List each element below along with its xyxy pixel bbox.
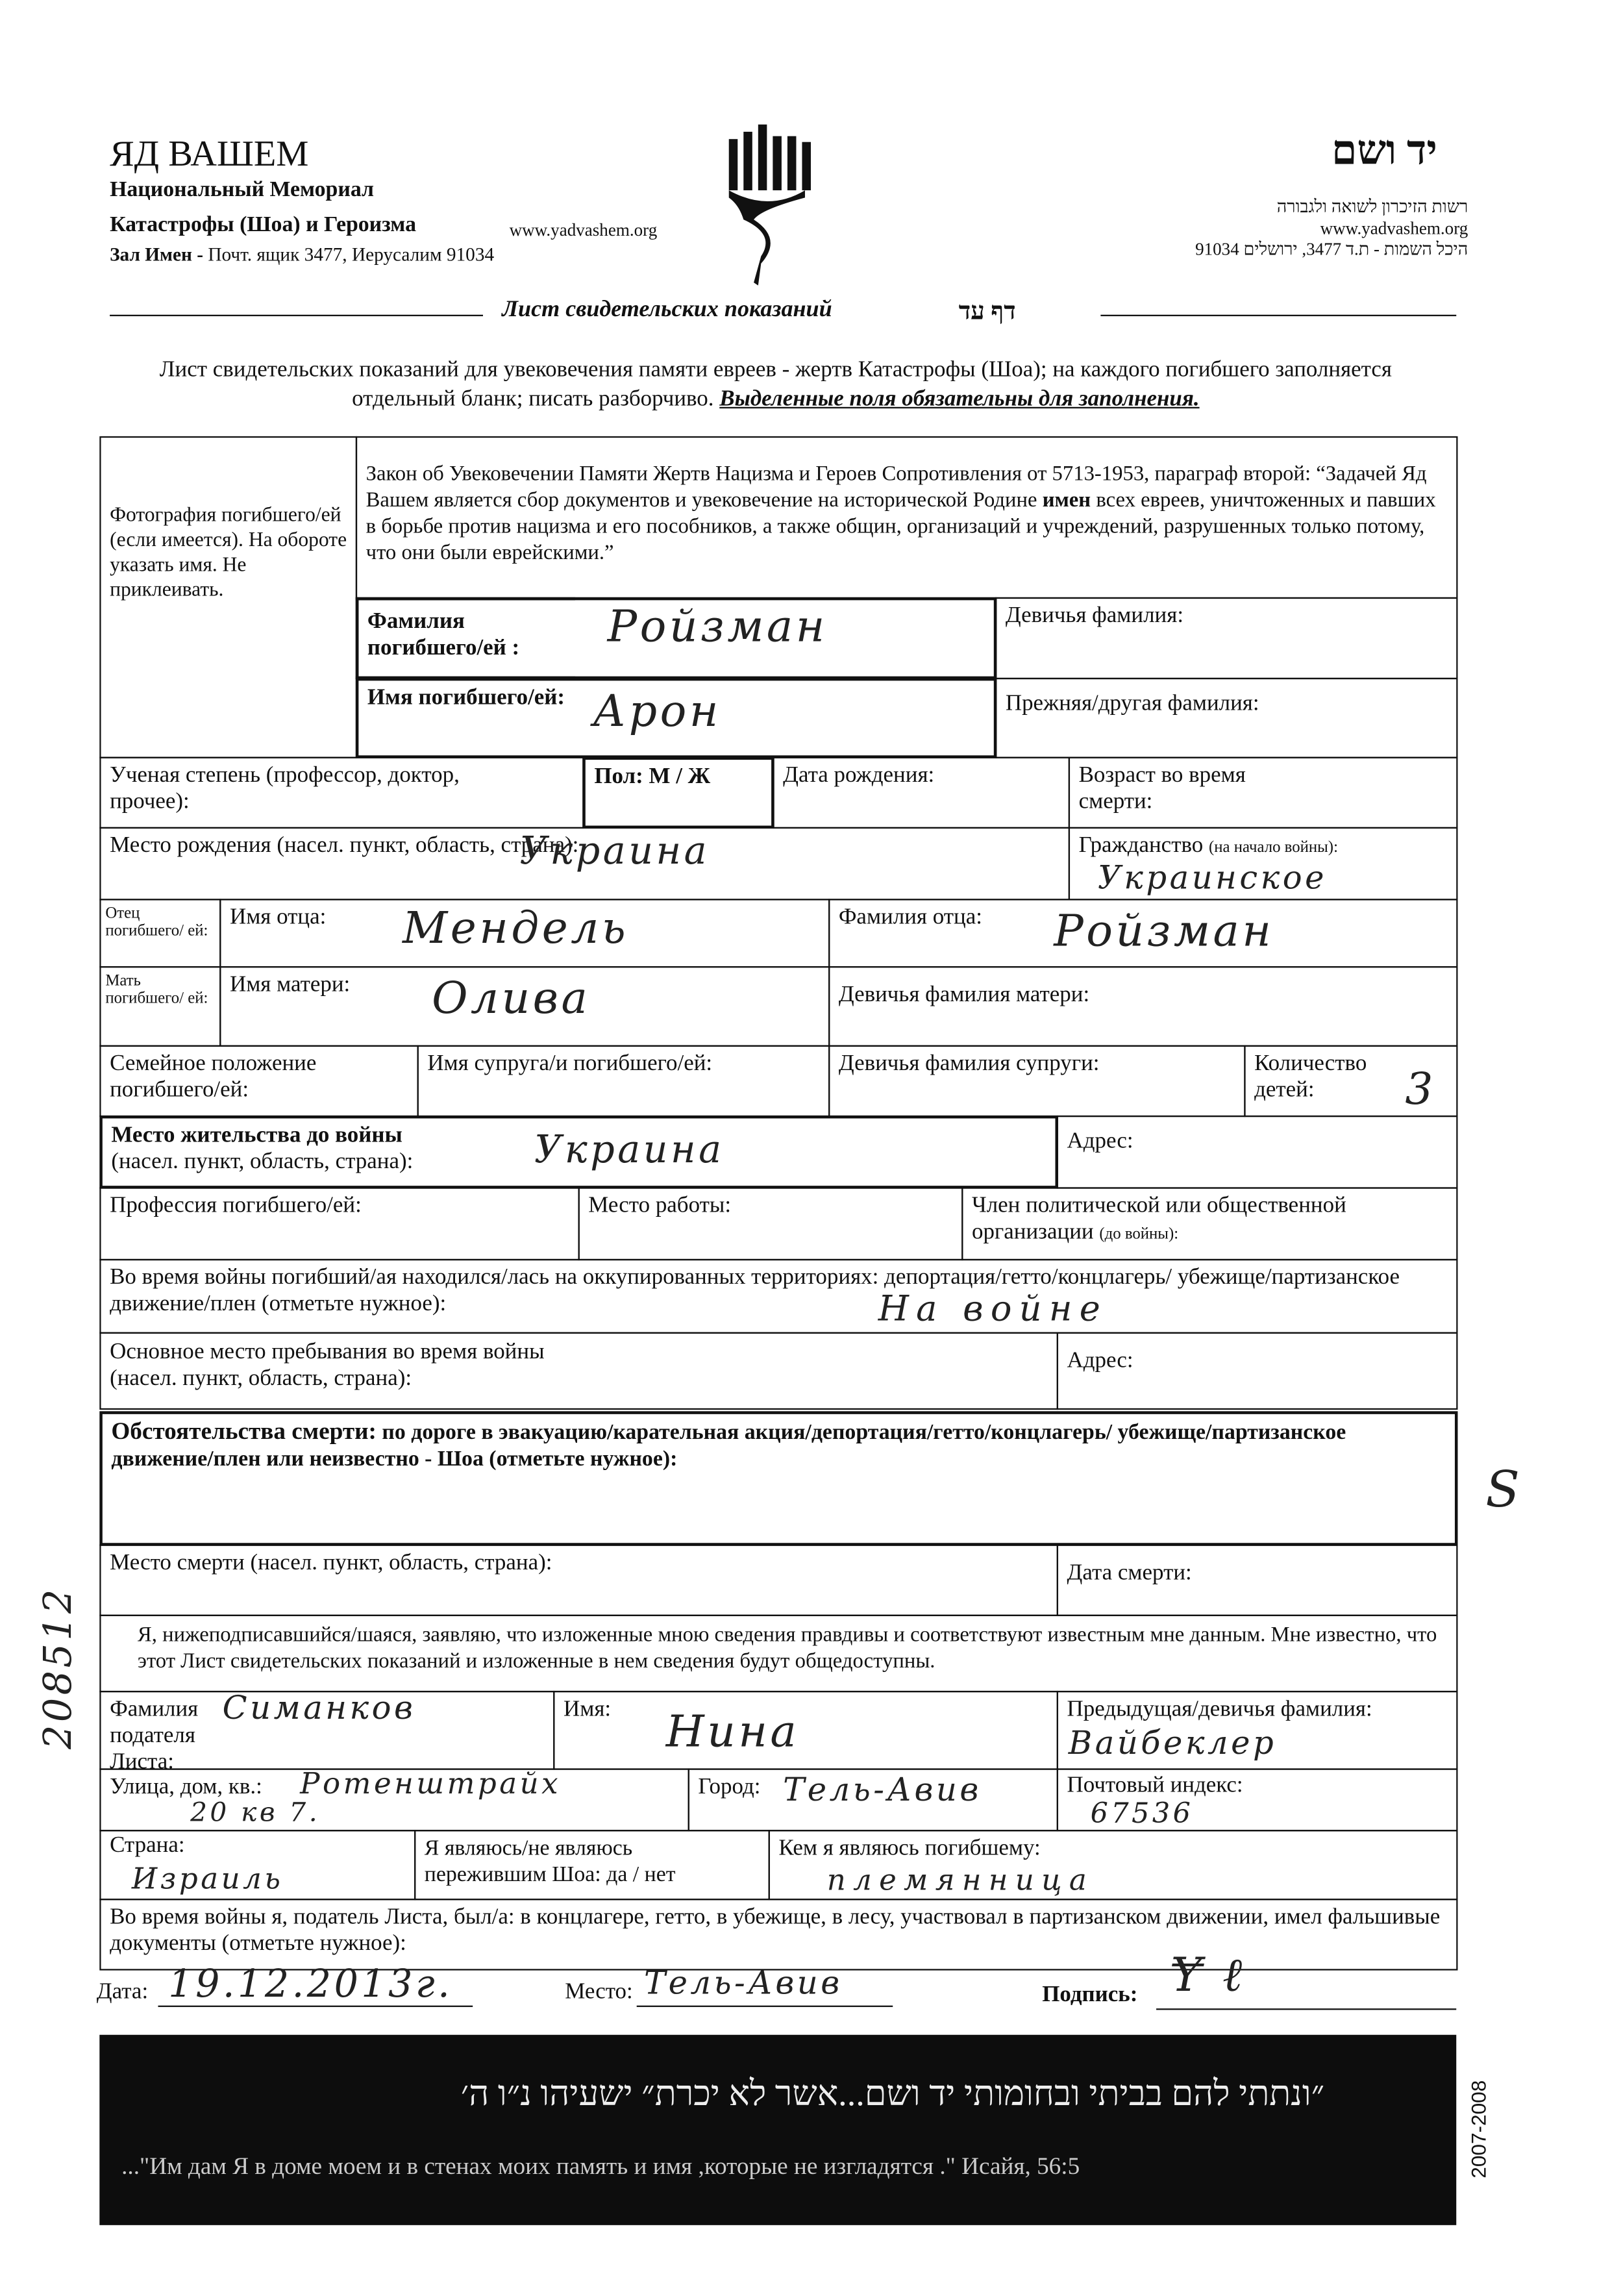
war-place-field[interactable]: Основное место пребывания во время войны (насел. пункт, область, страна): [99,1332,1058,1410]
birth-place-field[interactable]: Место рождения (насел. пункт, область, страна): [99,827,1070,901]
profession-field[interactable]: Профессия погибшего/ей: [99,1187,579,1260]
birth-date-field[interactable]: Дата рождения: [773,757,1070,829]
quote-ru: ..."Им дам Я в доме моем и в стенах моих память и имя ,которые не изгладятся ." Исайя, 56:5 [121,2152,1080,2180]
residence-field[interactable]: Место жительства до войны (насел. пункт, область, страна): [99,1116,1058,1189]
street-value: Ротенштрайх [300,1765,562,1801]
org-line3 [110,243,494,266]
country-value: Израиль [131,1860,284,1896]
death-date-field[interactable]: Дата смерти: [1057,1544,1458,1616]
residence-value: Украина [534,1129,724,1173]
children-value: 3 [1405,1064,1436,1116]
quote-banner [99,2035,1456,2225]
workplace-field[interactable]: Место работы: [578,1187,963,1260]
org-name-ru: ЯД ВАШЕМ [110,134,309,175]
declaration: Я, нижеподписавшийся/шаяся, заявляю, что изложенные мною сведения правдивы и соответствуют известным мне данным. Мне известно, что этот Лист свидетельских показаний и изложенные в нем сведения будут общедоступны. [99,1615,1457,1692]
mother-name-field[interactable]: Имя матери: [219,966,830,1047]
signature-label: Подпись: [1042,1982,1138,2007]
submitter-name-value: Нина [665,1706,800,1758]
country-field[interactable]: Страна: [99,1830,415,1900]
margin-mark: S [1485,1460,1523,1520]
maiden-name-field[interactable]: Девичья фамилия: [995,597,1457,679]
member-field[interactable]: Член политической или общественной организации (до войны): [961,1187,1457,1260]
address: Почт. ящик 3477, Иерусалим 91034 [208,243,495,266]
date-value[interactable]: 19.12.2013г. [168,1963,453,2007]
signature-mark[interactable]: Ɏ ℓ [1170,1947,1245,2003]
org-he-line3: היכל השמות - ת.ד 3477, ירושלים 91034 [1195,238,1468,260]
surname-label: Фамилия погибшего/ей : [356,597,575,679]
address-field[interactable]: Адрес: [1057,1116,1458,1189]
url-ru: www.yadvashem.org [509,219,658,240]
citizenship-field[interactable]: Гражданство (на начало войны): [1069,827,1458,901]
submitter-prev-field[interactable]: Предыдущая/девичья фамилия: [1057,1691,1458,1770]
father-surname-field[interactable]: Фамилия отца: [828,899,1457,967]
submitter-war-field[interactable]: Во время войны я, податель Листа, был/а: в концлагере, гетто, в убежище, в лесу, участвовал в партизанском движении, имел фальшивые документы (отметьте нужное): [99,1899,1457,1970]
surname-value: Ройзман [607,601,828,653]
street-field[interactable]: Улица, дом, кв.: [99,1768,689,1831]
war-status-field[interactable]: Во время войны погибший/ая находился/лась на оккупированных территориях: депортация/гетто/концлагерь/ убежище/партизанское движение/плен (отметьте нужное): [99,1259,1457,1334]
relation-value: племянница [826,1862,1094,1897]
place-label: Место: [565,1979,633,2004]
submitter-surname-field[interactable]: Фамилия подателя Листа: [99,1691,554,1770]
org-he-line1: רשות הזיכרון לשואה ולגבורה [1276,196,1468,217]
submitter-surname-value: Симанков [222,1690,416,1728]
death-place-field[interactable]: Место смерти (насел. пункт, область, страна): [99,1544,1058,1616]
father-name-field[interactable]: Имя отца: [219,899,830,967]
place-value[interactable]: Тель-Авив [643,1965,843,2003]
required-note: Выделенные поля обязательны для заполнения. [719,386,1200,412]
form-title: Лист свидетельских показаний [502,297,832,322]
first-name-value: Арон [593,686,721,738]
relation-field[interactable]: Кем я являюсь погибшему: [769,1830,1458,1900]
edition-label: 2007-2008 [1467,2080,1491,2178]
org-line2: Катастрофы (Шоа) и Героизма [110,214,416,238]
father-name-value: Мендель [402,903,629,955]
zip-field[interactable]: Почтовый индекс: [1057,1768,1458,1831]
mother-name-value: Олива [432,973,591,1025]
children-field[interactable]: Количество детей: [1244,1045,1457,1117]
first-name-label: Имя погибшего/ей: [367,685,565,710]
citizenship-value: Украинское [1097,860,1327,898]
street-value-2: 20 кв 7. [190,1797,321,1828]
war-address-field[interactable]: Адрес: [1057,1332,1458,1410]
hall-label: Зал Имен - [110,243,203,266]
law-text: Закон об Увековечении Памяти Жертв Нацизма и Героев Сопротивления от 5713-1953, параграф второй: “Задачей Яд Вашем является сбор документов и увековечение на исторической Родине имен всех евреев, уничтоженных и павших в борьбе против нацизма и его пособников, а также общин, организаций и учреждений, разрушенных только потому, что они были еврейскими.” [356,436,1458,599]
org-line1: Национальный Мемориал [110,179,375,203]
other-surname-field[interactable]: Прежняя/другая фамилия: [995,678,1457,758]
margin-note: 208512 [37,1586,81,1749]
father-surname-value: Ройзман [1054,906,1274,958]
date-label: Дата: [96,1979,149,2004]
degree-field[interactable]: Ученая степень (профессор, доктор, прочее): [99,757,584,829]
intro-text: Лист свидетельских показаний для увековечения памяти евреев - жертв Катастрофы (Шоа); на каждого погибшего заполняется отдельный бланк; писать разборчиво. Выделенные поля обязательны для заполнения. [159,357,1392,412]
birth-place-value: Украина [519,830,710,874]
url-he: www.yadvashem.org [1320,218,1468,239]
age-field[interactable]: Возраст во время смерти: [1069,757,1458,829]
photo-cell[interactable]: Фотография погибшего/ей (если имеется). На обороте указать имя. Не приклеивать. [99,436,357,758]
city-field[interactable]: Город: [688,1768,1058,1831]
city-value: Тель-Авив [783,1773,982,1810]
war-status-value: На войне [878,1288,1108,1330]
survivor-field[interactable]: Я являюсь/не являюсь пережившим Шоа: да / нет [414,1830,770,1900]
zip-value: 67536 [1090,1797,1194,1830]
spouse-maiden-field[interactable]: Девичья фамилия супруги: [828,1045,1246,1117]
death-circumstances-field[interactable]: Обстоятельства смерти: по дороге в эвакуацию/карательная акция/депортация/гетто/концлагерь/ убежище/партизанское движение/плен или неизвестно - Шоа (отметьте нужное): [99,1411,1457,1545]
submitter-name-field[interactable]: Имя: [553,1691,1058,1770]
sex-field[interactable]: Пол: М / Ж [582,757,774,829]
quote-he: ״ונתתי להם בביתי ובחומותי יד ושם...אשר לא יכרת״ ישעיהו נ״ו ה׳ [460,2075,1325,2114]
mother-maiden-field[interactable]: Девичья фамилия матери: [828,966,1457,1047]
submitter-prev-value: Вайбеклер [1068,1726,1277,1763]
father-side-label: Отец погибшего/ ей: [99,899,221,967]
mother-side-label: Мать погибшего/ ей: [99,966,221,1047]
yad-vashem-logo [717,125,834,286]
org-name-he: יד ושם [1331,129,1437,175]
marital-field[interactable]: Семейное положение погибшего/ей: [99,1045,418,1117]
form-title-he: דף עד [958,297,1016,325]
spouse-name-field[interactable]: Имя супруга/и погибшего/ей: [417,1045,830,1117]
